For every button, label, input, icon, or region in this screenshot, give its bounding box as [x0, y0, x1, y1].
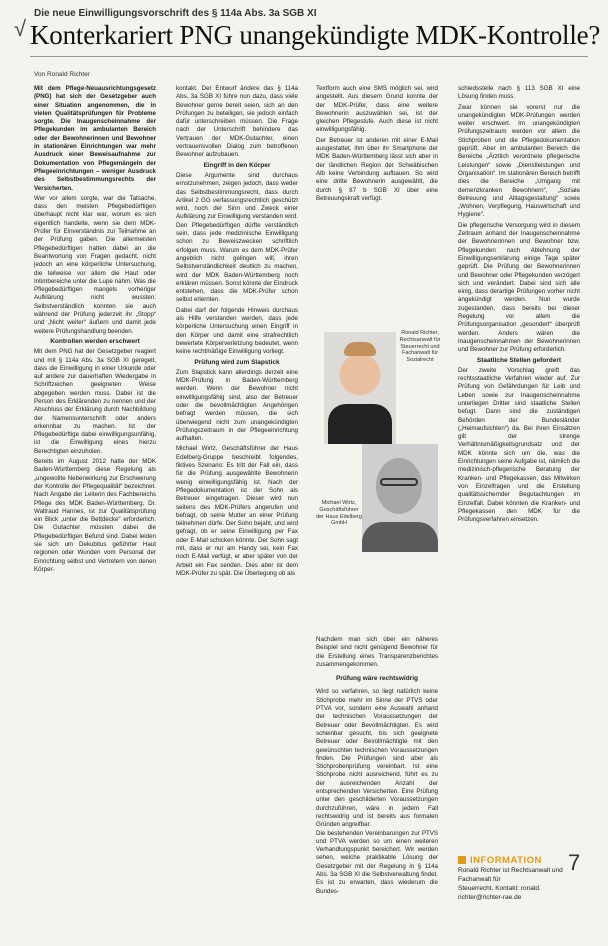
info-email: richter@richter-rae.de [458, 894, 522, 901]
column-4 [458, 85, 580, 853]
column-2 [176, 85, 298, 935]
subheading: Prüfung wäre rechtswidrig [336, 675, 418, 683]
paragraph: schiedsstelle nach § 113 SGB XI eine Lösung finden muss. [458, 85, 580, 101]
headline: Konterkariert PNG unangekündigte MDK-Kontrolle? [30, 20, 601, 50]
photo-caption-2: Michael Wirtz, Geschäftsführer der Haus Edelberg GmbH [316, 500, 362, 527]
photo-block [316, 322, 446, 636]
column-1 [34, 85, 156, 935]
paragraph: Wird so verfahren, so liegt natürlich keine Stichprobe mehr im Sinne der PTVS oder PTVA vor, sondern eine Auswahl anhand der technischen Voraussetzungen der Betreuer oder Bevollmächtigten. Es wird scheinbar gesucht, bis sich geeignete Betreuer oder Bevollmächtigte mit den gewünschten technischen Voraussetzungen finden. Die Prüfungen sind aber als Stichprobenprüfung vereinbart. Ist eine Stichprobe nicht ausreichend, führt es zu der ausreichenden Anzahl der entsprechenden Versicherten. Eine Prüfung unter den geschilderten Voraussetzungen durchzuführen, wäre in jedem Fall rechtswidrig und ist bereits aus formalen Gründen angreifbar. [316, 688, 438, 829]
portrait-body [362, 522, 438, 552]
portrait-suit [328, 404, 392, 444]
paragraph: Die bestehenden Vereinbarungen zur PTVS und PTVA werden so um einen weiteren Verhandlungspunkt bereichert. Wir werden sehen, welche praktikable Lösung der Gesetzgeber mit der Regelung in § 114a Abs. 3a SGB XI die Selbstverwaltung findet. Es ist zu erwarten, dass wiederum die Bundes- [316, 829, 438, 895]
info-line: Steuerrecht. Kontakt: ronald. [458, 885, 541, 892]
portrait-photo-wirtz [362, 444, 438, 552]
portrait-photo-richter [324, 332, 396, 444]
byline: Von Ronald Richter [34, 71, 91, 78]
paragraph: Mit dem PNG hat der Gesetzgeber reagiert und mit § 114a Abs. 3a SGB XI geregelt, dass die Einwilligung in einer Urkunde oder auf andere zur dauerhaften Wiedergabe in Schriftzeichen geeigneten Weise abgegeben werden muss. Dabei ist die Person des Erklärenden zu nennen und der Abschluss der Erklärung durch Nachbildung der Namensunterschrift oder anders erkennbar zu machen. Ist der Pflegebedürftige dabei einwilligungsunfähig, ist die Einwilligung eines hierzu Berechtigten einzuholen. [34, 348, 156, 455]
paragraph: Die pflegerische Versorgung wird in diesem Zeitraum anhand der Inaugenscheinnahme der Bewohnerinnen und Bewohner bzw. Pflegekunden nach Ablehnung der Einwilligungserklärung einige Tage später geprüft. Die Prüfung der Bewohnerinnen und Bewohner oder Pflegekunden verzögert sich und verändert. Dabei sind sich alle einig, dass derartige Prüfungen vorher nicht angekündigt werden. Nun wurde zugestanden, dass bereits bei dieser Regelung vor allem die Prüfungsorganisation „gesondert“ überprüft werden. Anders wären die Inaugenscheinnahmen der Bewohnerinnen und Bewohner zur Prüfung erforderlich. [458, 221, 580, 354]
column-3-bottom [316, 636, 438, 896]
paragraph: Zwar können sie vorerst nur die unangekündigten MDK-Prüfungen werden weiter erschwert. Im unangekündigten Prüfungszeitraum werden vor allem die Stichproben und die Pflegedokumentation geprüft. Aber im ambulanten Bereich die Bereiche „Ärztlich verordnete pflegerische Leistungen“ sowie „Dienstleistungen und Organisation“. Im stationären Bereich betrifft dies die Bereiche „Umgang mit demenzkranken Bewohnern“, „Soziale Betreuung und Alltagsgestaltung“ sowie „Wohnen, Verpflegung, Hauswirtschaft und Hygiene“. [458, 103, 580, 219]
paragraph: Wer vor allem sorgte, war die Tatsache, dass den meisten Pflegebedürftigen überhaupt nicht klar war, worum es sich eigentlich handelte, wenn sie dem MDK-Prüfer für Einverständnis zur Teilnahme an der Prüfung gaben. Die allermeisten Pflegebedürftigen hatten dabei an die Beantwortung von Fragen gedacht, nicht jedoch an eine körperliche Untersuchung, die teilweise vor allem die Haut oder Intimbereiche unter die Lupe nahm. Was die Pflegebedürftigen mangels vorheriger Aufklärung nicht wussten: Selbstverständlich konnten sie auch während der Prüfung jederzeit ihr „Stopp“ und „Nicht weiter“ äußern und damit jede weitere Prüfungshandlung beenden. [34, 194, 156, 335]
paragraph: kontakt. Der Entwurf ändere das § 114a Abs. 3a SGB XI führe nun dazu, dass viele Bewohner gerne bereit seien, sich an den Prüfungen zu beteiligen, sie jedoch einfach dafür unterschreiben müssen. Die Frage nach der Unterschrift behindere das Vertrauen der MDK-Gutachter, einen vertrauensvollen Dialog zum betroffenen Bewohner aufzubauen. [176, 85, 298, 159]
headline-rule [30, 56, 588, 57]
subheading: Staatliche Stellen gefordert [476, 356, 562, 364]
paragraph: Michael Wirtz, Geschäftsführer der Haus Edelberg-Gruppe beschreibt folgendes, fiktives Szenario: Es tritt der Fall ein, dass für die Prüfung ausgewählte Bewohnerin wenig einwilligungsfähig ist. Nach der Pflegedokumentation ist der Sohn als Betreuer eingetragen. Dieser wird nun seitens des MDK-Prüfers angerufen und befragt, ob seine Mutter an einer Prüfung teilnehmen dürfe. Der Sohn bejaht, und wird gefragt, ob er seine Einwilligung per Fax oder E-Mail schicken könnte. Der Sohn sagt mit, dass er nur am Handy sei, kein Fax noch E-Mail verfügt, er aber später von der Arbeit ein Fax senden. Dies aber ist dem MDK-Prüfer zu spät. Die Überlegung ob als [176, 445, 298, 577]
lead-paragraph: Mit dem Pflege-Neuausrichtungsgesetz (PNG) hat sich der Gesetzgeber auch einer Situation angenommen, die in vielen Qualitätsprüfungen für Probleme sorgte. Die Inaugenscheinnahme der Pflegekunden im ambulanten Bereich oder der Bewohnerinnen und Bewohner in stationären Einrichtungen war mehr Ausdruck einer Beweisaufnahme zur Dokumentation von Pflegemängeln der Pflegeeinrichtungen – weniger Ausdruck des Selbstbestimmungsrechts der Versicherten. [34, 85, 156, 192]
paragraph: Der zweite Vorschlag greift das rechtsstaatliche Verfahren wieder auf. Zur Prüfung von Gefährdungen für Leib und Leben sowie zur Inaugenscheinnahme unterliegen Dritter sind staatliche Stellen befugt. Dann sind die zuständigen Behörden der Bundesländer („Heimaufsichten“) da. Bei ihren Einsätzen gilt der strenge Verhältnismäßigkeitsgrundsatz und der MDK könnte sich um die, was die Einrichtungen seine Aufgabe ist, nämlich die medizinisch-pflegerische Beratung der Kranken- und Pflegekassen, das Mitwirken von Einzelfragen und die Erstellung qualitätssichernder Begutachtungen im Einzelfall. Dabei könnten die Kranken- und Pflegekassen den MDK für die Prüfungsverfahren einsetzen. [458, 366, 580, 524]
photo-caption-1: Ronald Richter, Rechtsanwalt für Steuerrecht und Fachanwalt für Sozialrecht [399, 330, 441, 364]
paragraph: Diese Argumente sind durchaus ernstzunehmen, zeigen jedoch, dass weder das Selbstbestimmungsrecht, dass durch Artikel 2 GG verfassungsrechtlich geschützt wird, noch der Sinn und Zweck einer Aufklärung zur Einwilligung verstanden wird. Den Pflegebedürftigen dürfte verständlich sein, dass jede medizinische Einwilligung schon zu Beweiszwecken schriftlich erfolgen muss. Warum es dem MDK-Prüfer angeblich nicht gelingen will, ihren Selbstverständlichkeit deutlich zu machen, wird der MDK Baden-Württemberg noch erklären müssen. Sonst könnte der Eindruck entstehen, dass die MDK-Prüfer schon selbst erlernten. [176, 171, 298, 304]
check-mark-annotation: √ [14, 16, 27, 41]
subheading: Prüfung wird zum Slapstick [194, 358, 280, 366]
paragraph: Textform auch eine SMS möglich sei, wird angestellt. Aus diesem Grund konnte der der MDK-Prüfer, dass eine weitere Bewohnerin auszuwählen sei, ist der gleichen Pflegestufe. Auch diese ist nicht einwilligungsfähig. [316, 85, 438, 134]
portrait-hair [344, 342, 376, 356]
kicker: Die neue Einwilligungsvorschrift des § 114a Abs. 3a SGB XI [34, 8, 317, 19]
portrait-glasses [380, 478, 418, 486]
info-heading: INFORMATION [470, 855, 542, 866]
info-line: Ronald Richter ist Rechtsanwalt und Fachanwalt für [458, 867, 563, 883]
column-3-top [316, 85, 438, 321]
paragraph: Nachdem man sich über ein näheres Beispiel sind nicht genügend Bewohner für die Erstellung eines Transparenzberichtes zusammengekommen. [316, 636, 438, 668]
handwritten-page-mark: 7 [568, 850, 581, 875]
paragraph: Der Betreuer ist anderen mit einer E-Mail ausgestattet, ihm über ihr Smartphone der MDK Baden-Württemberg lässt sich aber in der ländlichen Region der Schwäbischen Alb keine Verbindung aufbauen. So wird eine dritte Bewohnerin ausgewählt, die durch § 87 b SGB XI über eine Betreuungskraft verfügt. [316, 136, 438, 202]
paragraph: Bereits im August 2012 hatte der MDK Baden-Württemberg diese Regelung als „ungewollte Nebenwirkung zur Erschwerung der Kontrolle der Pflegequalität“ bezeichnet. Nach Angabe der Leiterin des Fachbereichs Pflege des MDK Baden-Württemberg, Dr. Waltraud Hannes, ist zur Qualitätsprüfung ein Blick „unter die Bettdecke“ erforderlich. Die Gutachter müssten dabei die Pflegebedürftigen Befund sind. Dabei leiden sie sich um Dekubitus geführter Haut regionen oder Wunden vom Personal der Einrichtung selbst und Vertretern von denen Körper- [34, 458, 156, 573]
subheading: Kontrollen werden erschwert [50, 337, 140, 345]
square-bullet-icon [458, 856, 466, 864]
paragraph: Zum Slapstick kann allerdings derzeit eine MDK-Prüfung in Baden-Württemberg werden. Wenn der Bewohner nicht einwilligungsfähig sind, also der Betreuer oder die bevollmächtigten Angehörigen befragt werden müssen, die sich überwiegend nicht zum unangekündigten Prüfungszeitraum in der Pflegeeinrichtung aufhalten. [176, 368, 298, 443]
portrait-head [376, 458, 422, 514]
paragraph: Dabei darf der folgende Hinweis durchaus als Hilfe verstanden werden, dass jede körperliche Untersuchung einen Eingriff in den Körper und damit eine strafrechtlich bewertete Körperverletzung bedeutet, wenn keine rechtmäßige Einwilligung vorliegt. [176, 306, 298, 356]
subheading: Eingriff in den Körper [203, 161, 271, 169]
